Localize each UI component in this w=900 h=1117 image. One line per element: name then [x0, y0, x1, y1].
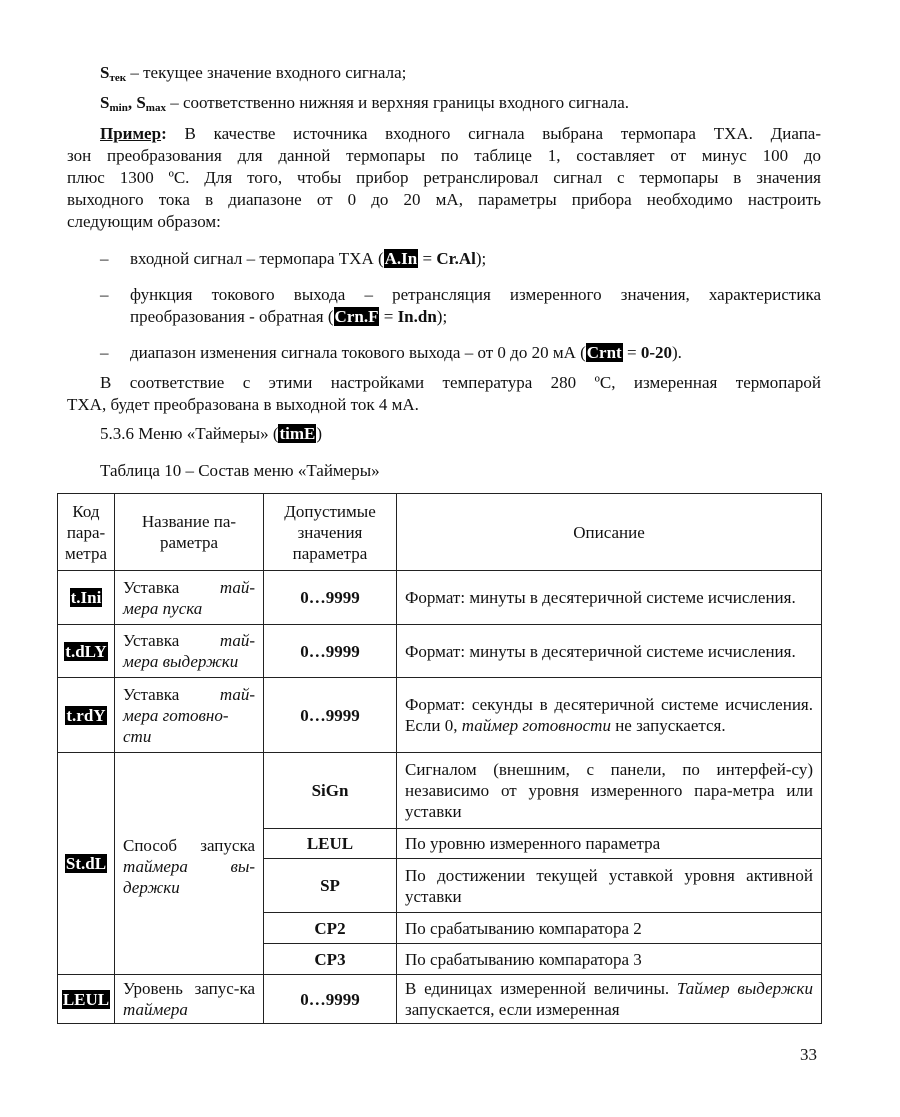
param-code: t.dLY: [65, 641, 107, 661]
table-row: [58, 753, 822, 829]
example-paragraph-line-1: Пример: В качестве источника входного сигнала выбрана термопара ТХА. Диапа-: [100, 124, 821, 143]
param-values: 0…9999: [264, 571, 397, 625]
param-code: t.rdY: [66, 705, 106, 725]
table-row: [58, 571, 822, 625]
param-code: Crnt: [586, 343, 622, 362]
param-name: Способ запуска таймера вы-держки: [115, 753, 264, 975]
example-paragraph-line-5: следующим образом:: [67, 212, 221, 231]
param-description: Формат: секунды в десятеричной системе исчисления. Если 0, таймер готовности не запускается.: [397, 678, 822, 753]
param-name: Уставка тай- мера выдержки: [115, 625, 264, 678]
option-value: SP: [264, 859, 397, 913]
param-name: Уровень запус-ка таймера: [115, 975, 264, 1024]
param-code: St.dL: [65, 854, 107, 873]
header-values: Допустимые значения параметра: [264, 494, 397, 571]
option-value: SiGn: [264, 753, 397, 829]
table-row: [58, 975, 822, 1024]
definition-s-min-max: $S_{min}$, $S_{max}$ – соответственно нижняя и верхняя границы входного сигнала.: [100, 93, 630, 114]
example-paragraph-line-4: выходного тока в диапазоне от 0 до 20 мА, параметры прибора необходимо настроить: [67, 190, 821, 209]
param-code: A.In: [384, 249, 418, 268]
example-paragraph-line-3: плюс 1300 ºС. Для того, чтобы прибор ретранслировал сигнал с термопары в значения: [67, 168, 821, 187]
header-code: Код пара- метра: [58, 494, 115, 571]
page-number: 33: [800, 1045, 817, 1064]
example-paragraph-line-2: зон преобразования для данной термопары по таблице 1, составляет от минус 100 до: [67, 146, 821, 165]
param-code: Crn.F: [334, 307, 379, 326]
option-description: Сигналом (внешним, с панели, по интерфей-су) независимо от уровня измеренного пара-метра или уставки: [397, 753, 822, 829]
param-values: 0…9999: [264, 625, 397, 678]
param-values: 0…9999: [264, 678, 397, 753]
list-item-input-signal: – входной сигнал – термопара ТХА (A.In = Cr.Al);: [100, 249, 487, 268]
param-code: t.Ini: [70, 588, 102, 607]
table-caption: Таблица 10 – Состав меню «Таймеры»: [100, 461, 380, 480]
option-description: По достижении текущей уставкой уровня активной уставки: [397, 859, 822, 913]
section-heading: 5.3.6 Меню «Таймеры» (timE): [100, 424, 323, 443]
list-item-current-output-function: – функция токового выхода – ретрансляция измеренного значения, характеристика преобразования - обратная (Crn.F = In.dn);: [100, 285, 821, 326]
param-description: Формат: минуты в десятеричной системе исчисления.: [397, 571, 822, 625]
option-description: По срабатыванию компаратора 2: [397, 913, 822, 944]
timers-menu-table: [57, 493, 822, 1024]
option-description: По уровню измеренного параметра: [397, 829, 822, 859]
header-description: Описание: [397, 494, 822, 571]
option-value: CP2: [264, 913, 397, 944]
definition-s-current: $S_{тек}$ – текущее значение входного сигнала;: [100, 63, 407, 84]
param-description: В единицах измеренной величины. Таймер выдержки запускается, если измеренная: [397, 975, 822, 1024]
conclusion-line-2: ТХА, будет преобразована в выходной ток 4 мА.: [67, 395, 419, 414]
header-name: Название па- раметра: [115, 494, 264, 571]
option-description: По срабатыванию компаратора 3: [397, 944, 822, 975]
param-code: timE: [279, 424, 316, 443]
conclusion-line-1: В соответствие с этими настройками температура 280 ºС, измеренная термопарой: [100, 373, 821, 392]
option-value: LEUL: [264, 829, 397, 859]
table-row: [58, 625, 822, 678]
table-row: [58, 678, 822, 753]
option-value: CP3: [264, 944, 397, 975]
param-values: 0…9999: [264, 975, 397, 1024]
list-item-current-range: – диапазон изменения сигнала токового выхода – от 0 до 20 мА (Crnt = 0-20).: [100, 343, 682, 362]
param-description: Формат: минуты в десятеричной системе исчисления.: [397, 625, 822, 678]
param-code: LEUL: [62, 989, 110, 1009]
table-header-row: [58, 494, 822, 571]
param-name: Уставка тай- мера пуска: [115, 571, 264, 625]
param-name: Уставка тай- мера готовно- сти: [115, 678, 264, 753]
